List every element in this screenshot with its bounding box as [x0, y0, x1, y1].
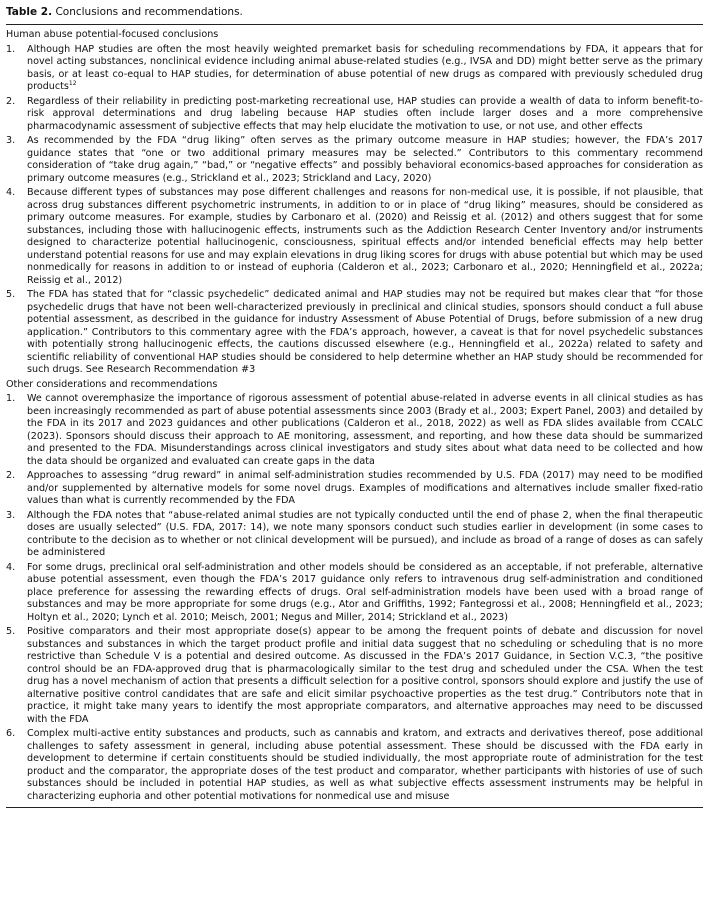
item-text: Approaches to assessing “drug reward” in animal self-administration studies recommended by U.S. FDA (2017) may need to be modified and/or supplemented by alternative models for some novel drugs. Examples of modifications and alternatives include smaller fixed-ratio values than what is currently recommended by the FDA [27, 470, 703, 507]
list-item [6, 393, 703, 468]
list-item [6, 135, 703, 185]
item-text-block [27, 626, 703, 726]
item-text-block [27, 289, 703, 377]
list-item [6, 96, 703, 134]
item-number: 2. [6, 470, 16, 482]
item-number: 3. [6, 135, 16, 147]
item-text: We cannot overemphasize the importance of rigorous assessment of potential abuse-related in adverse events in all clinical studies as has been increasingly recommended as part of abuse potential assessments since 2003 (Brady et al., 2003; Expert Panel, 2003) and detailed by the FDA in its 2017 and 2023 guidances and other publications (Calderon et al., 2018, 2022) as well as FDA slides available from CCALC (2023). Sponsors should discuss their approach to AE monitoring, assessment, and reporting, and how these data should be summarized and presented to the FDA. Misunderstandings across clinical investigators and study sites about what data need to be collected and how the data should be organized and evaluated can create gaps in the data [27, 393, 704, 467]
item-text: Regardless of their reliability in predicting post-marketing recreational use, HAP studies can provide a wealth of data to inform benefit-to-risk approval determinations and drug labeling because HAP studies often include larger doses and a more comprehensive pharmacodynamic assessment of subjective effects that may help elucidate the motivation to use, or not use, and other effects [27, 95, 703, 132]
list-item [6, 44, 703, 94]
item-text-block [27, 470, 703, 508]
table-title: Conclusions and recommendations. [55, 6, 243, 18]
table-caption [6, 5, 703, 19]
item-text-block [27, 510, 703, 560]
item-text-block [27, 728, 703, 803]
table-top-rule [6, 24, 703, 25]
list-item [6, 626, 703, 726]
item-number: 5. [6, 626, 16, 638]
item-number: 3. [6, 509, 16, 521]
table-label: Table 2. [6, 6, 53, 18]
item-text: The FDA has stated that for “classic psychedelic” dedicated animal and HAP studies may not be required but makes clear that “for those psychedelic drugs that have not been well-characterized previously in preclinical and clinical studies, sponsors should conduct a full abuse potential assessment, as described in the guidance for industry Assessment of Abuse Potential of Drugs, before submission of a new drug application.” Contributors to this commentary agree with the FDA’s approach, however, a caveat is that for novel psychedelic substances with potentially strong hallucinogenic effects, the cautions discussed elsewhere (e.g., Henningfield et al., 2022a) related to safety and scientific reliability of conventional HAP studies should be considered to help determine whether an HAP study should be recommended for such drugs. See Research Recommendation #3 [27, 289, 703, 376]
table-bottom-rule [6, 807, 703, 808]
item-number: 4. [6, 561, 16, 573]
section-heading: Human abuse potential-focused conclusions [6, 29, 219, 40]
item-text-block [27, 135, 703, 185]
item-text: Complex multi-active entity substances and products, such as cannabis and kratom, and extracts and derivatives thereof, pose additional challenges to safety assessment in general, including abuse potential assessment. These should be discussed with the FDA early in development to determine if certain constituents should be studied individually, the most appropriate route of administration for the test product and the comparator, the appropriate doses of the test product and comparator, whether participants with histories of use of such substances should be included in potential HAP studies, as well as what subjective effects assessment instruments may be helpful in characterizing euphoria and other potential motivations for nonmedical use and misuse [27, 728, 703, 802]
section-list [6, 393, 703, 803]
item-text: Because different types of substances may pose different challenges and reasons for non-medical use, it is possible, if not plausible, that across drug substances different psychometric instruments, in addition to or in place of “drug liking” measures, should be considered as primary outcome measures. For example, studies by Carbonaro et al. (2020) and Reissig et al. (2012) and others suggest that for some substances, including those with hallucinogenic effects, instruments such as the Addiction Research Center Inventory and/or instruments designed to characterize potential hallucinogenic, consciousness, spiritual effects and/or intended beneficial effects may help better understand potential reasons for use and may explain elevations in drug liking scores for drugs with abuse potential but which may be used nonmedically for reasons in addition to or instead of euphoria (Calderon et al., 2023; Carbonaro et al., 2020; Henningfield et al., 2022a; Reissig et al., 2012) [27, 187, 703, 286]
footnote-reference: 12 [68, 80, 77, 88]
list-item [6, 470, 703, 508]
item-text-block [27, 96, 703, 134]
item-number: 1. [6, 43, 16, 55]
list-item [6, 289, 703, 377]
item-text: For some drugs, preclinical oral self-administration and other models should be considered as an acceptable, if not preferable, alternative abuse potential assessment, even though the FDA’s 2017 guidance only refers to intravenous drug self-administration and conditioned place preference for assessing the rewarding effects of drugs. Oral self-administration models have been used with a broad range of substances and may be more appropriate for some drugs (e.g., Ator and Griffiths, 1992; Fantegrossi et al., 2008; Henningfield et al., 2023; Holtyn et al., 2020; Lynch et al. 2010; Meisch, 2001; Negus and Miller, 2014; Strickland et al., 2023) [27, 561, 703, 623]
list-item [6, 728, 703, 803]
item-text-block [27, 562, 703, 625]
list-item [6, 510, 703, 560]
item-text-block [27, 393, 703, 468]
item-text: As recommended by the FDA “drug liking” often serves as the primary outcome measure in HAP studies; however, the FDA’s 2017 guidance states that “one or two additional primary measures may be selected.” Contributors to this commentary recommend consideration of “take drug again,” “bad,” or “negative effects” and possibly behavioral economics-based approaches for consideration as primary outcome measures (e.g., Strickland et al., 2023; Strickland and Lacy, 2020) [27, 135, 703, 184]
section-list [6, 44, 703, 377]
item-number: 4. [6, 187, 16, 199]
item-text: Although the FDA notes that “abuse-related animal studies are not typically conducted until the end of phase 2, when the final therapeutic doses are usually selected” (U.S. FDA, 2017: 14), we note many sponsors conduct such studies earlier in development (in some cases to contribute to the decision as to whether or not clinical development will be pursued), and include as broad of a range of doses as can safely be administered [27, 509, 703, 559]
list-item [6, 187, 703, 287]
item-text: Positive comparators and their most appropriate dose(s) appear to be among the frequent points of debate and discussion for novel substances and substances in which the target product profile and initial data suggest that no scheduling or scheduling that is no more restrictive than Schedule V is a potential and desired outcome. As discussed in the FDA’s 2017 Guidance, in Section V.C.3, “the positive control should be an FDA-approved drug that is pharmacologically similar to the test drug and scheduled under the CSA. When the test drug has a novel mechanism of action that presents a difficult selection for a positive control, sponsors should explore and justify the use of alternative positive control candidates that are safe and elicit similar psychoactive properties as the test drug.” Contributors note that in practice, it might take many years to identify the most appropriate comparators, and alternative approaches may need to be discussed with the FDA [27, 626, 703, 725]
item-text: Although HAP studies are often the most heavily weighted premarket basis for scheduling recommendations by FDA, it appears that for novel acting substances, nonclinical evidence including animal abuse-related studies (e.g., IVSA and DD) might better serve as the primary basis, or at least co-equal to HAP studies, for determination of abuse potential of new drugs as compared with previously scheduled drug products [27, 43, 703, 93]
section-heading: Other considerations and recommendations [6, 378, 218, 390]
item-text-block [27, 44, 703, 94]
item-number: 2. [6, 95, 16, 107]
item-number: 1. [6, 393, 16, 405]
item-number: 5. [6, 289, 16, 301]
item-number: 6. [6, 728, 16, 740]
item-text-block [27, 187, 703, 287]
table-body [6, 29, 703, 803]
list-item [6, 562, 703, 625]
